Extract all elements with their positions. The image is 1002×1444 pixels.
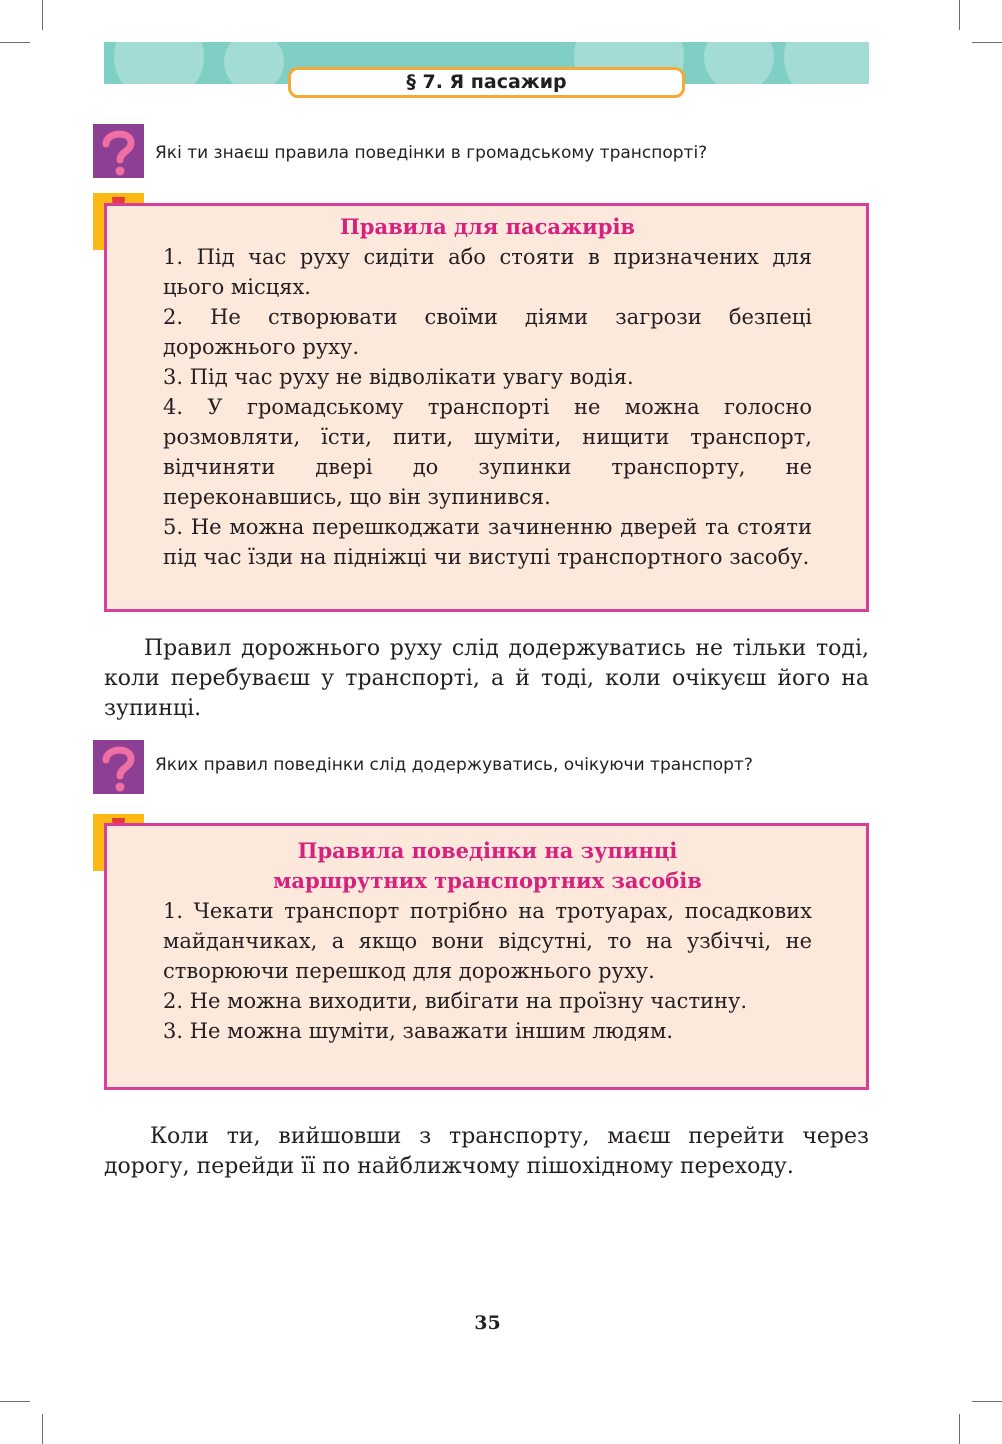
page-number: 35 [474,1312,501,1334]
box-title: маршрутних транспортних засобів [273,868,702,893]
rule-item: 4. У громадському транспорті не можна голосно розмовляти, їсти, пити, шуміти, нищити транспорт, відчиняти двері до зупинки транспорту, не переконавшись, що він зупинився. [163,395,812,509]
box-title: Правила для пасажирів [339,214,636,239]
crop-mark [959,0,960,30]
rule-item: 3. Під час руху не відволікати увагу водія. [163,365,634,389]
rule-item: 1. Під час руху сидіти або стояти в призначених для цього місцях. [163,245,812,299]
rule-item: 1. Чекати транспорт потрібно на тротуарах, посадкових майданчиках, а якщо вони відсутні, то на узбіччі, не створюючи перешкод для дорожнього руху. [163,899,812,983]
crop-mark [972,1401,1002,1402]
passenger-rules-box [104,203,869,612]
question-mark-icon [93,124,144,178]
question-text: Яких правил поведінки слід додержуватись, очікуючи транспорт? [155,755,753,775]
crop-mark [0,1401,30,1402]
question-text: Які ти знаєш правила поведінки в громадському транспорті? [155,143,708,163]
rule-item: 2. Не створювати своїми діями загрози безпеці дорожнього руху. [163,305,812,359]
question-mark-icon [93,740,144,794]
crop-mark [959,1414,960,1444]
crop-mark [42,0,43,30]
box-title: Правила поведінки на зупинці [297,838,678,863]
body-paragraph: Коли ти, вийшовши з транспорту, маєш перейти через дорогу, перейди її по найближчому пішохідному переходу. [104,1124,869,1179]
rule-item: 5. Не можна перешкоджати зачиненню дверей та стояти під час їзди на підніжці чи виступі транспортного засобу. [163,515,812,569]
crop-mark [972,42,1002,43]
crop-mark [0,42,30,43]
rule-item: 3. Не можна шуміти, заважати іншим людям. [163,1019,674,1043]
crop-mark [42,1414,43,1444]
rule-item: 2. Не можна виходити, вибігати на проїзну частину. [163,989,748,1013]
bus-stop-rules-box [104,823,869,1090]
body-paragraph: Правил дорожнього руху слід додержуватись не тільки тоді, коли перебуваєш у транспорті, а й тоді, коли очікуєш його на зупинці. [104,636,869,721]
section-title: § 7. Я пасажир [288,67,685,98]
